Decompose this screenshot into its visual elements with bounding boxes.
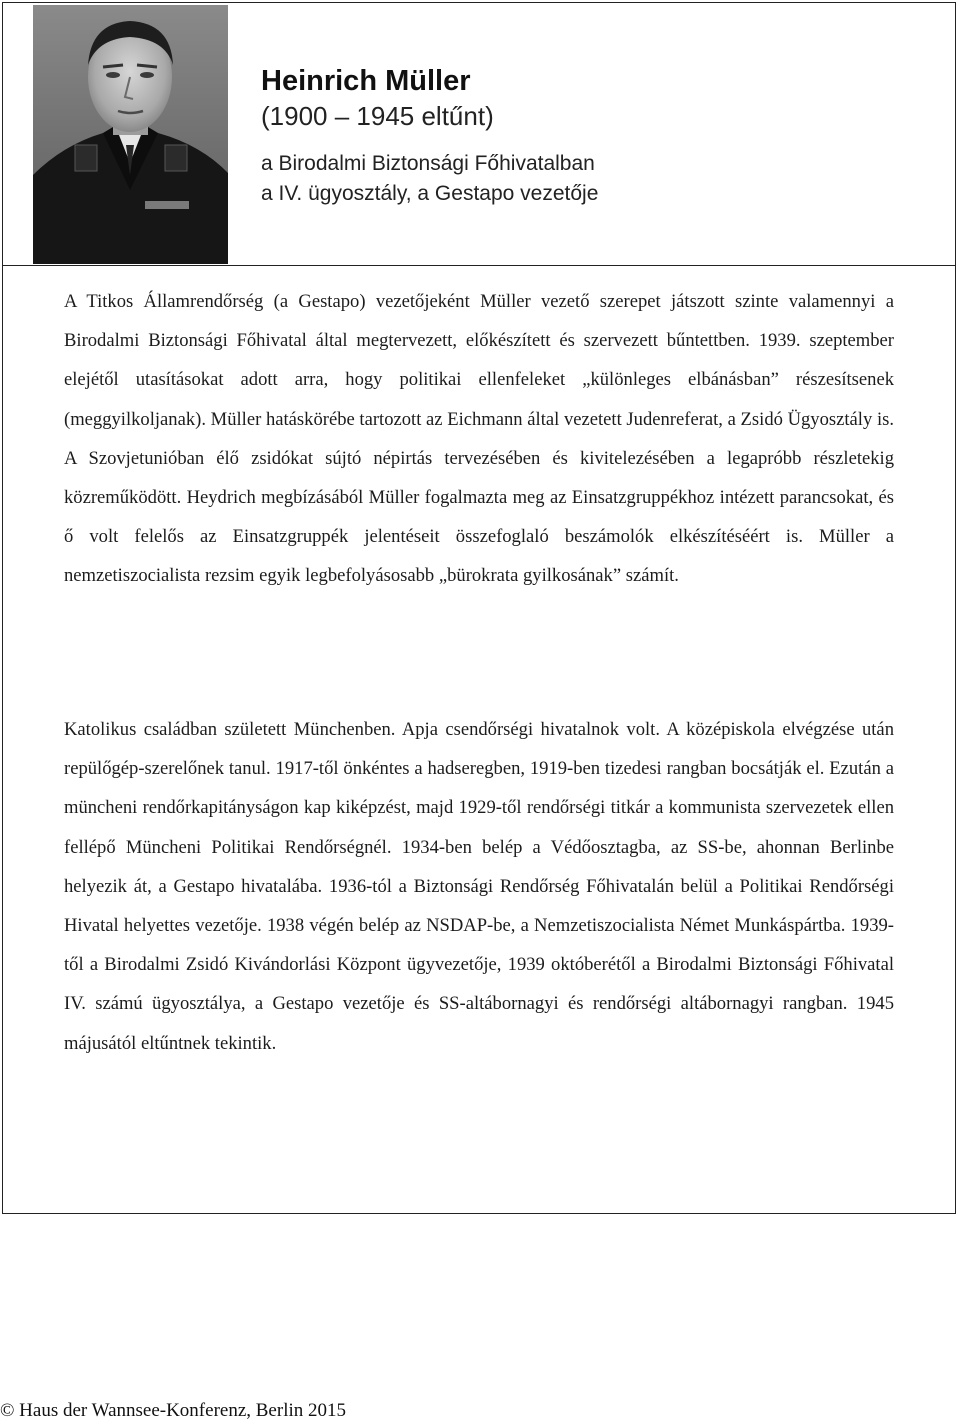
role-line-1: a Birodalmi Biztonsági Főhivatalban <box>261 152 595 175</box>
header-section <box>3 3 955 266</box>
paragraph-gestapo-role: A Titkos Államrendőrség (a Gestapo) vezetőjeként Müller vezető szerepet játszott szinte valamennyi a Birodalmi Biztonsági Főhivatal által megtervezett, előkészített és szervezett bűntettben. 1939. szeptember elejétől utasításokat adott arra, hogy politikai ellenfeleket „különleges elbánásban” részesítsenek (meggyilkoljanak). Müller hatáskörébe tartozott az Eichmann által vezetett Judenreferat, a Zsidó Ügyosztály is. A Szovjetunióban élő zsidókat sújtó népirtás tervezésében és kivitelezésében a legapróbb részletekig közreműködött. Heydrich megbízásából Müller fogalmazta meg az Einsatzgruppékhoz intézett parancsokat, és ő volt felelős az Einsatzgruppék jelentéseit összefoglaló beszámolók elkészítéséért is. Müller a nemzetiszocialista rezsim egyik legbefolyásosabb „bürokrata gyilkosának” számít. <box>64 291 894 587</box>
person-name: Heinrich Müller <box>261 65 471 97</box>
paragraph-biography: Katolikus családban született Münchenben. Apja csendőrségi hivatalnok volt. A középiskola elvégzése után repülőgép-szerelőnek tanul. 1917-től önkéntes a hadseregben, 1919-ben tizedesi rangban bocsátják el. Ezután a müncheni rendőrkapitányságon kap kiképzést, majd 1929-től rendőrségi titkár a kommunista szervezetek ellen fellépő Müncheni Politikai Rendőrségnél. 1934-ben belép a Védőosztagba, az SS-be, ahonnan Berlinbe helyezik át, a Gestapo hivatalába. 1936-tól a Biztonsági Rendőrség Főhivatalán belül a Politikai Rendőrségi Hivatal helyettes vezetője. 1938 végén belép az NSDAP-be, a Nemzetiszocialista Német Munkáspártba. 1939-től a Birodalmi Zsidó Kivándorlási Központ ügyvezetője, 1939 októberétől a Birodalmi Biztonsági Főhivatal IV. számú ügyosztálya, a Gestapo vezetője és SS-altábornagyi és rendőrségi altábornagyi rangban. 1945 májusától eltűntnek tekintik. <box>64 719 894 1054</box>
portrait-image <box>33 5 228 264</box>
role-line-2: a IV. ügyosztály, a Gestapo vezetője <box>261 182 599 205</box>
portrait-photo <box>33 5 228 264</box>
copyright-footer: © Haus der Wannsee-Konferenz, Berlin 2015 <box>0 1400 346 1421</box>
title-block <box>261 63 901 209</box>
role-description <box>261 149 901 209</box>
life-dates: (1900 – 1945 eltűnt) <box>261 101 494 131</box>
